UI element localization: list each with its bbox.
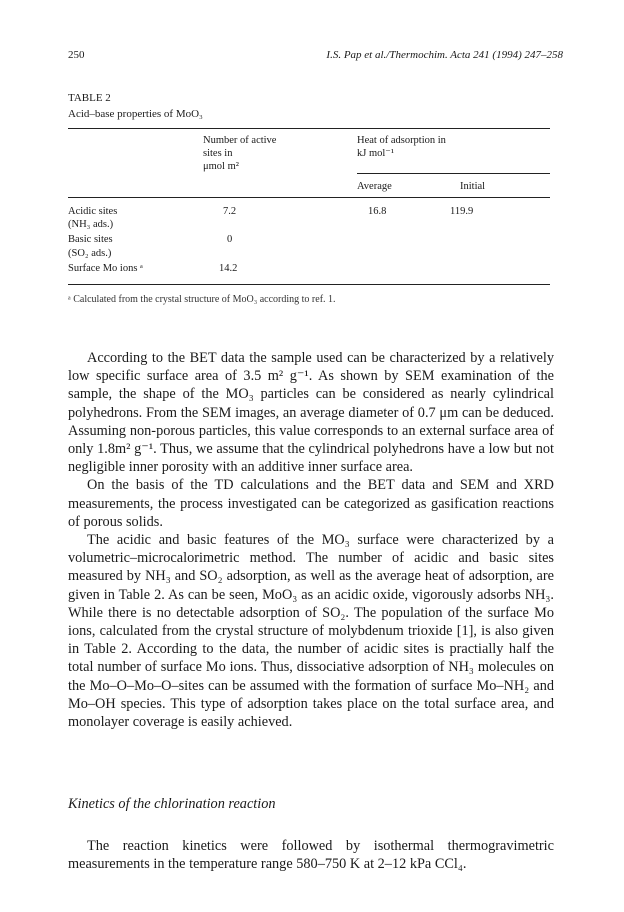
table-bottom-rule (68, 284, 550, 285)
row-initial: 119.9 (450, 206, 474, 217)
row-sites: 7.2 (223, 206, 237, 217)
row-label: Acidic sites (68, 206, 118, 217)
table-footnote: ᵃ Calculated from the crystal structure of MoO₃ according to ref. 1. (68, 294, 336, 305)
section-heading: Kinetics of the chlorination reaction (68, 796, 276, 812)
header-line: Number of active (203, 135, 277, 146)
running-header (68, 49, 563, 65)
table-subheader-initial: Initial (460, 181, 486, 192)
journal-reference: I.S. Pap et al./Thermochim. Acta 241 (1994) 247–258 (326, 49, 563, 61)
table-top-rule (68, 128, 550, 129)
table-title: Acid–base properties of MoO₃ (68, 108, 203, 120)
body-text-bottom (68, 837, 554, 873)
row-average: 16.8 (368, 206, 387, 217)
page-number: 250 (68, 49, 85, 61)
paragraph: On the basis of the TD calculations and the BET data and SEM and XRD measurements, the process investigated can be categorized as gasification reactions of porous solids. (68, 477, 554, 530)
body-text-top (68, 349, 554, 731)
row-label: (NH₃ ads.) (68, 219, 114, 230)
paragraph: The acidic and basic features of the MO₃ surface were characterized by a volumetric–microcalorimetric method. The number of acidic and basic sites measured by NH₃ and SO₂ adsorption, as well as the average heat of adsorption, are given in Table 2. As can be seen, MoO₃ as an acidic oxide, vigorously adsorbs NH₃. While there is no detectable adsorption of SO₂. The population of the surface Mo ions, calculated from the crystal structure of molybdenum trioxide [1], is also given in Table 2. According to the data, the number of acidic sites is practially half the total number of surface Mo ions. Thus, dissociative adsorption of NH₃ molecules on the Mo–O–Mo–O–sites can be assumed with the formation of surface Mo–NH₂ and Mo–OH species. This type of adsorption takes place on the total surface area, and monolayer coverage is easily achieved. (68, 532, 554, 731)
paragraph: The reaction kinetics were followed by isothermal thermogravimetric measurements in the temperature range 580–750 K at 2–12 kPa CCl₄. (68, 838, 554, 873)
table-number: TABLE 2 (68, 92, 111, 104)
row-label: Surface Mo ions ᵃ (68, 263, 143, 274)
row-label: (SO₂ ads.) (68, 248, 112, 259)
header-line: sites in (203, 148, 233, 159)
paragraph: According to the BET data the sample used can be characterized by a relatively low specific surface area of 3.5 m² g⁻¹. As shown by SEM examination of the sample, the shape of the MO₃ particles can be considered as nearly cylindrical polyhedrons. From the SEM images, an average diameter of 0.7 μm can be deduced. Assuming non-porous particles, this value corresponds to an external surface area of only 1.8m² g⁻¹. Thus, we assume that the cylindrical polyhedrons have a low but not negligible inner porosity with an additive inner surface area. (68, 350, 554, 476)
row-sites: 14.2 (219, 263, 238, 274)
table-sub-rule (357, 173, 550, 174)
header-line: μmol m² (203, 161, 239, 172)
header-line: Heat of adsorption in (357, 135, 446, 146)
row-sites: 0 (227, 234, 233, 245)
table-subheader-average: Average (357, 181, 392, 192)
header-line: kJ mol⁻¹ (357, 148, 394, 159)
row-label: Basic sites (68, 234, 113, 245)
table-header-rule (68, 197, 550, 198)
